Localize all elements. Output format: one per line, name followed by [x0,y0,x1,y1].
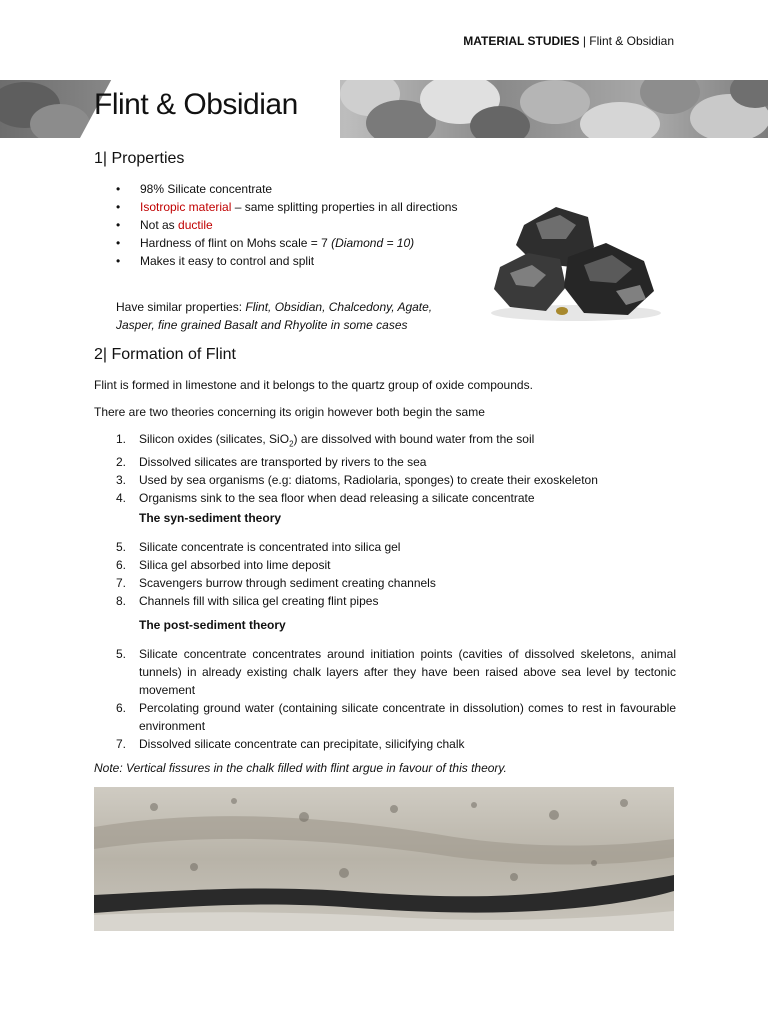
list-item: 5. Silicate concentrate is concentrated into silica gel [116,540,401,554]
list-item: 2. Dissolved silicates are transported by rivers to the sea [116,455,427,470]
syn-steps-list [116,538,676,610]
properties-list [116,180,461,270]
similar-label: Have similar properties: [116,300,246,314]
list-item: 6. Percolating ground water (containing silicate concentrate in dissolution) comes to rest in favourable environment [116,701,676,733]
list-item: • Not as ductile [116,216,461,234]
list-item: 7. Dissolved silicate concentrate can precipitate, silicifying chalk [116,737,465,751]
list-item: • Isotropic material – same splitting properties in all directions [116,198,461,216]
section-heading-properties: 1| Properties [94,150,185,167]
page-title: Flint & Obsidian [94,88,298,121]
list-item: • Makes it easy to control and split [116,252,461,270]
list-item: 5. Silicate concentrate concentrates around initiation points (cavities of dissolved skeletons, animal tunnels) in already existing chalk layers after they have been raised above sea level by tectonic movement [116,647,676,697]
running-header-rest: | Flint & Obsidian [582,34,674,48]
similar-properties [116,298,466,334]
list-item: 3. Used by sea organisms (e.g: diatoms, Radiolaria, sponges) to create their exoskeleton [116,473,598,488]
list-item: 8. Channels fill with silica gel creating flint pipes [116,594,379,608]
chalk-flint-layer-photo [94,787,674,931]
list-item: 6. Silica gel absorbed into lime deposit [116,558,331,572]
list-item: • Hardness of flint on Mohs scale = 7 (Diamond = 10) [116,234,461,252]
list-item: 1. Silicon oxides (silicates, SiO$_2$) are dissolved with bound water from the soil [116,432,535,449]
common-steps-list [116,430,676,507]
section-heading-formation: 2| Formation of Flint [94,346,236,363]
similar-list: Flint, Obsidian, Chalcedony, Agate, Jasper, fine grained Basalt and Rhyolite in some cases [116,300,433,332]
list-item: 4. Organisms sink to the sea floor when dead releasing a silicate concentrate [116,491,535,506]
formation-intro-2: There are two theories concerning its origin however both begin the same [94,405,485,419]
post-steps-list [116,645,676,753]
theory-note: Note: Vertical fissures in the chalk filled with flint argue in favour of this theory. [94,761,507,775]
post-sediment-heading: The post-sediment theory [139,618,286,632]
list-item: 7. Scavengers burrow through sediment creating channels [116,576,436,590]
syn-sediment-heading: The syn-sediment theory [139,511,282,525]
running-header [463,34,674,48]
list-item: • 98% Silicate concentrate [116,180,461,198]
formation-intro-1: Flint is formed in limestone and it belongs to the quartz group of oxide compounds. [94,378,533,392]
running-header-bold: MATERIAL STUDIES [463,34,580,48]
flint-rocks-photo [476,195,666,325]
